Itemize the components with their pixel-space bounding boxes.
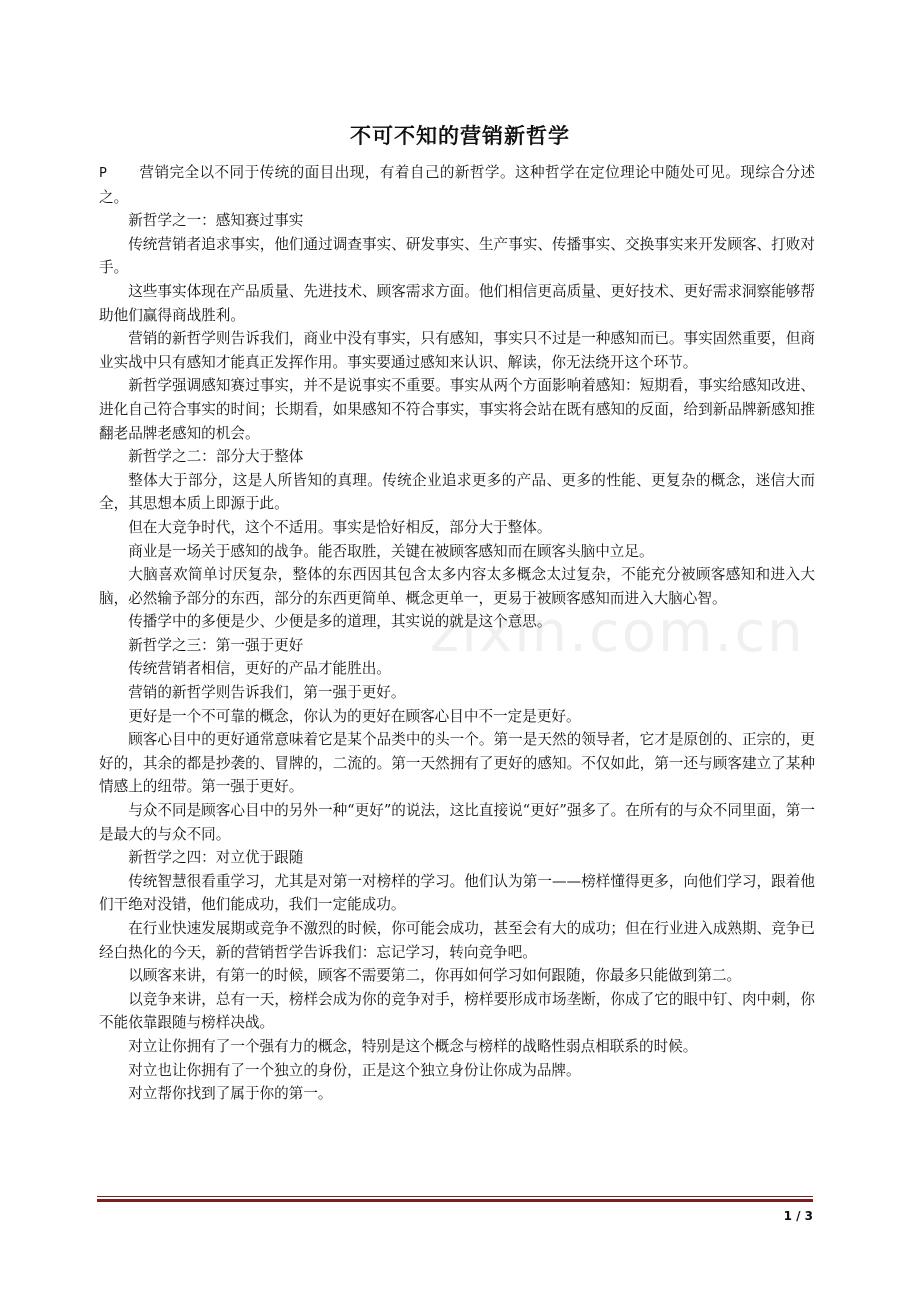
body-text	[99, 161, 815, 1106]
paragraph: 大脑喜欢简单讨厌复杂，整体的东西因其包含太多内容太多概念太过复杂，不能充分被顾客感知和进入大脑，必然输予部分的东西，部分的东西更简单、概念更单一，更易于被顾客感知而进入大脑心智。	[99, 566, 815, 607]
paragraph: 新哲学强调感知赛过事实，并不是说事实不重要。事实从两个方面影响着感知：短期看，事实给感知改进、进化自己符合事实的时间；长期看，如果感知不符合事实，事实将会站在既有感知的反面，给到新品牌新感知推翻老品牌老感知的机会。	[99, 377, 815, 442]
footer-rule-thin	[97, 1196, 813, 1197]
paragraph: 更好是一个不可靠的概念，你认为的更好在顾客心目中不一定是更好。	[128, 707, 581, 725]
watermark: zixin.com.cn	[430, 600, 805, 665]
section-heading: 新哲学之二：部分大于整体	[128, 448, 304, 466]
section-heading: 新哲学之三：第一强于更好	[128, 636, 304, 654]
paragraph: 整体大于部分，这是人所皆知的真理。传统企业追求更多的产品、更多的性能、更复杂的概念，迷信大而全，其思想本质上即源于此。	[99, 471, 815, 513]
section-heading: 新哲学之四：对立优于跟随	[128, 849, 304, 867]
paragraph: 在行业快速发展期或竞争不激烈的时候，你可能会成功，甚至会有大的成功；但在行业进入成熟期、竞争已经白热化的今天，新的营销哲学告诉我们：忘记学习，转向竞争吧。	[99, 920, 815, 961]
paragraph: 以竞争来讲，总有一天，榜样会成为你的竞争对手，榜样要形成市场垄断，你成了它的眼中钉、肉中刺，你不能依靠跟随与榜样决战。	[99, 990, 815, 1032]
paragraph: 传统营销者追求事实，他们通过调查事实、研发事实、生产事实、传播事实、交换事实来开发顾客、打败对手。	[99, 235, 815, 277]
page-number: 1 / 3	[783, 1209, 813, 1223]
paragraph: 这些事实体现在产品质量、先进技术、顾客需求方面。他们相信更高质量、更好技术、更好需求洞察能够帮助他们赢得商战胜利。	[99, 282, 815, 324]
paragraph: 与众不同是顾客心目中的另外一种“更好”的说法，这比直接说“更好”强多了。在所有的与众不同里面，第一是最大的与众不同。	[99, 802, 815, 843]
paragraph: 以顾客来讲，有第一的时候，顾客不需要第二，你再如何学习如何跟随，你最多只能做到第二。	[128, 967, 742, 985]
section-heading: 新哲学之一：感知赛过事实	[128, 212, 304, 230]
paragraph: 传统营销者相信，更好的产品才能胜出。	[128, 660, 391, 678]
paragraph: 商业是一场关于感知的战争。能否取胜，关键在被顾客感知而在顾客头脑中立足。	[128, 542, 654, 560]
footer-rule-thick	[97, 1199, 813, 1202]
paragraph: 传播学中的多便是少、少便是多的道理，其实说的就是这个意思。	[128, 613, 552, 631]
document-title: 不可不知的营销新哲学	[350, 124, 570, 148]
paragraph: 对立也让你拥有了一个独立的身份，正是这个独立身份让你成为品牌。	[128, 1061, 581, 1079]
paragraph: 对立帮你找到了属于你的第一。	[128, 1085, 333, 1103]
paragraph: 对立让你拥有了一个强有力的概念，特别是这个概念与榜样的战略性弱点相联系的时候。	[128, 1037, 698, 1055]
paragraph: P 营销完全以不同于传统的面目出现，有着自己的新哲学。这种哲学在定位理论中随处可见。现综合分述之。	[99, 164, 815, 206]
paragraph-marker: P	[99, 166, 107, 181]
paragraph: 顾客心目中的更好通常意味着它是某个品类中的头一个。第一是天然的领导者，它才是原创的、正宗的，更好的，其余的都是抄袭的、冒牌的，二流的。第一天然拥有了更好的感知。不仅如此，第一还与顾客建立了某种情感上的纽带。第一强于更好。	[99, 731, 815, 796]
paragraph: 营销的新哲学则告诉我们，第一强于更好。	[128, 684, 406, 702]
paragraph: 营销的新哲学则告诉我们，商业中没有事实，只有感知，事实只不过是一种感知而已。事实固然重要，但商业实战中只有感知才能真正发挥作用。事实要通过感知来认识、解读，你无法绕开这个环节。	[99, 330, 815, 371]
paragraph: 但在大竞争时代，这个不适用。事实是恰好相反，部分大于整体。	[128, 518, 552, 536]
paragraph: 传统智慧很看重学习，尤其是对第一对榜样的学习。他们认为第一——榜样懂得更多，向他们学习，跟着他们干绝对没错，他们能成功，我们一定能成功。	[99, 872, 815, 914]
